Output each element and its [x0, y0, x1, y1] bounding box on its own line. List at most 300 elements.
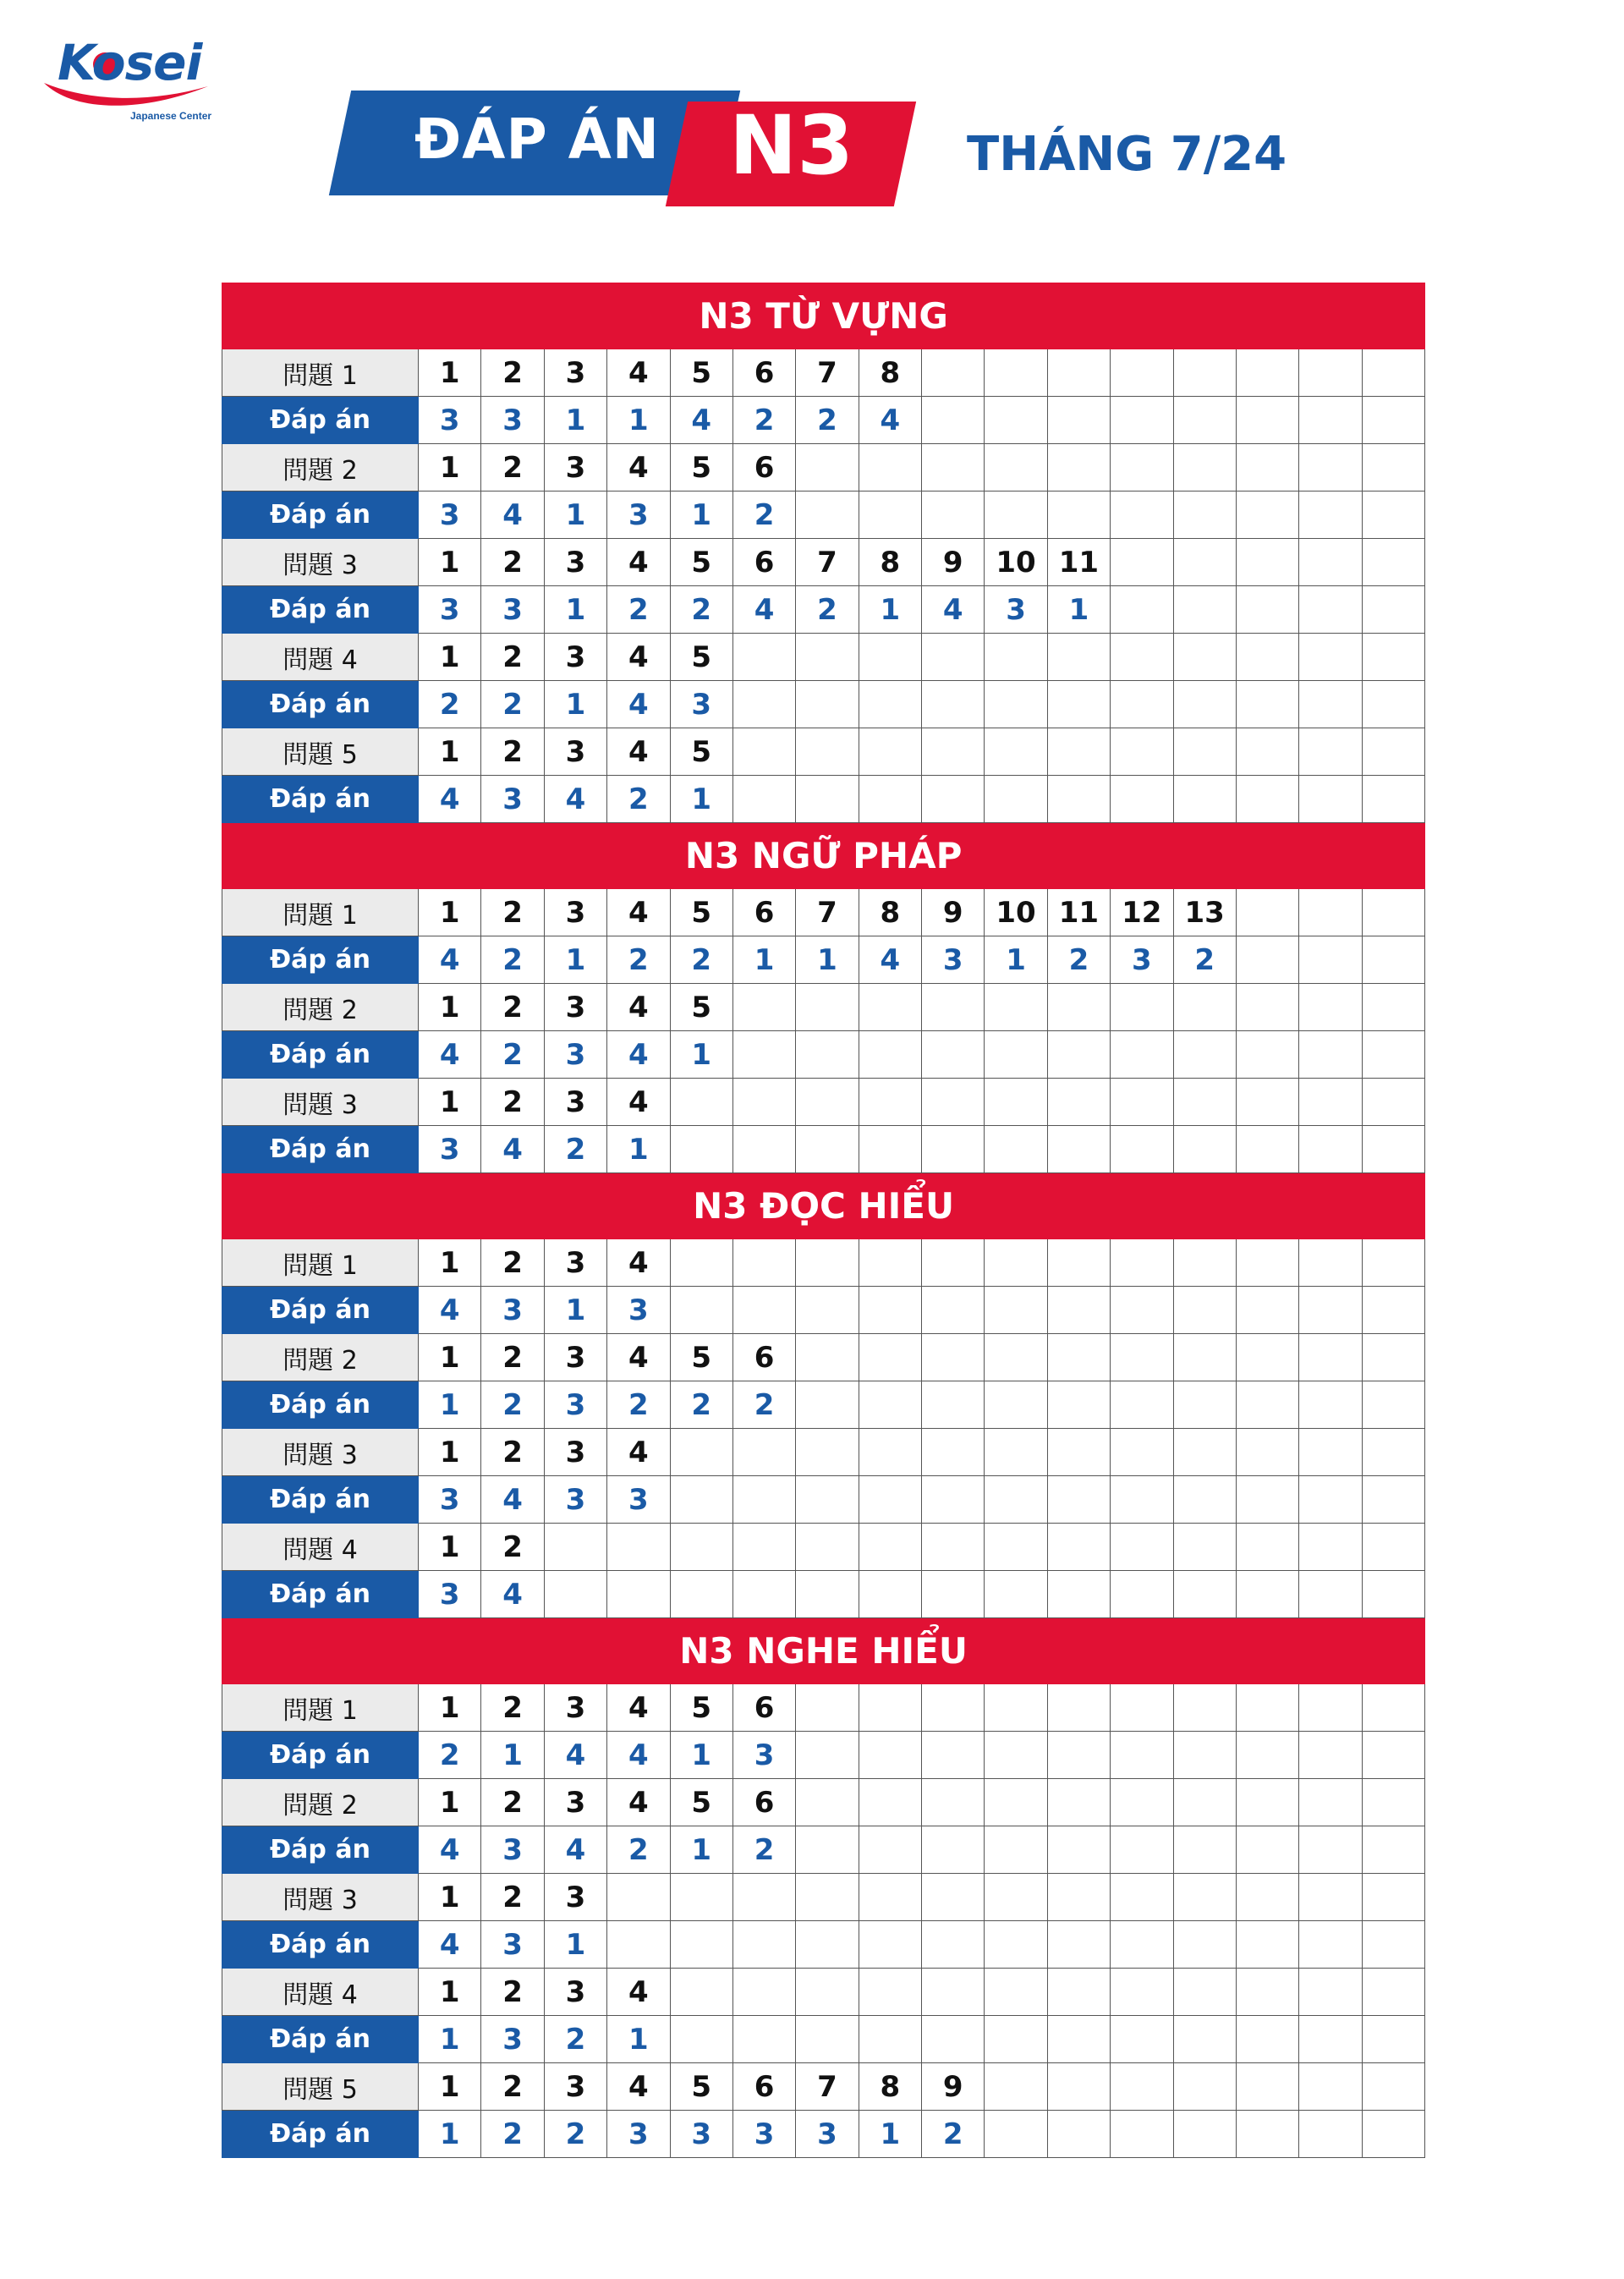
question-number	[1362, 444, 1425, 491]
question-number	[1362, 984, 1425, 1031]
question-number	[1236, 1429, 1298, 1476]
question-number	[859, 1874, 921, 1921]
question-number: 3	[544, 1334, 606, 1381]
question-number	[1236, 1684, 1298, 1732]
question-number	[1299, 1239, 1362, 1287]
question-number: 5	[670, 984, 732, 1031]
answer-value: 1	[544, 397, 606, 444]
answer-value	[1299, 1571, 1362, 1618]
answer-value	[670, 1571, 732, 1618]
answer-value	[1299, 1287, 1362, 1334]
question-number: 5	[670, 889, 732, 936]
question-row	[222, 728, 1425, 776]
answer-value	[1111, 1287, 1173, 1334]
question-number: 7	[796, 2063, 859, 2111]
question-number: 6	[732, 889, 795, 936]
answer-value: 4	[607, 1031, 670, 1079]
question-number	[859, 1429, 921, 1476]
answer-value	[859, 1476, 921, 1524]
answer-value	[1173, 1126, 1236, 1173]
answer-value: 2	[796, 397, 859, 444]
question-number: 3	[544, 889, 606, 936]
answer-value: 3	[544, 1381, 606, 1429]
answer-value	[922, 397, 985, 444]
answer-value	[1173, 681, 1236, 728]
answer-value	[796, 1031, 859, 1079]
question-number	[922, 1079, 985, 1126]
question-number	[670, 1429, 732, 1476]
question-number: 3	[544, 984, 606, 1031]
question-number	[1111, 634, 1173, 681]
question-row	[222, 1779, 1425, 1826]
question-number	[1236, 2063, 1298, 2111]
answer-value: 2	[607, 1381, 670, 1429]
section-title: N3 TỪ VỰNG	[222, 283, 1425, 349]
answer-value	[1173, 1571, 1236, 1618]
question-number: 2	[481, 1079, 544, 1126]
answer-value	[1236, 397, 1298, 444]
question-number	[796, 1779, 859, 1826]
answer-value	[1299, 1126, 1362, 1173]
answer-value	[1047, 1476, 1110, 1524]
answer-value	[922, 1126, 985, 1173]
question-number	[1173, 1684, 1236, 1732]
question-number: 4	[607, 1334, 670, 1381]
answer-value	[859, 1732, 921, 1779]
question-number	[985, 1079, 1047, 1126]
question-number: 9	[922, 539, 985, 586]
answer-value: 2	[1173, 936, 1236, 984]
question-number	[1111, 1779, 1173, 1826]
question-number: 1	[419, 1779, 481, 1826]
answer-value: 2	[419, 1732, 481, 1779]
question-number: 5	[670, 728, 732, 776]
answer-row	[222, 1126, 1425, 1173]
question-label: 問題 1	[222, 1684, 419, 1732]
answer-value: 1	[419, 2111, 481, 2158]
question-number: 5	[670, 634, 732, 681]
answer-value: 4	[922, 586, 985, 634]
answer-value: 3	[419, 491, 481, 539]
question-number: 5	[670, 2063, 732, 2111]
answer-table	[222, 283, 1425, 2158]
answer-row	[222, 1381, 1425, 1429]
question-number: 1	[419, 984, 481, 1031]
question-number	[859, 728, 921, 776]
answer-value	[1111, 1126, 1173, 1173]
question-number	[796, 1969, 859, 2016]
answer-value	[796, 1287, 859, 1334]
question-number: 2	[481, 1239, 544, 1287]
answer-value	[859, 1031, 921, 1079]
question-number	[1362, 728, 1425, 776]
question-number	[1236, 634, 1298, 681]
question-number: 1	[419, 1684, 481, 1732]
section-title: N3 NGHE HIỂU	[222, 1618, 1425, 1684]
question-number: 11	[1047, 889, 1110, 936]
answer-value: 3	[481, 1826, 544, 1874]
answer-value	[922, 1287, 985, 1334]
answer-value	[1362, 397, 1425, 444]
question-number	[1299, 1334, 1362, 1381]
answer-value: 4	[419, 1031, 481, 1079]
question-number: 1	[419, 539, 481, 586]
answer-value: 1	[670, 1031, 732, 1079]
question-number: 3	[544, 1429, 606, 1476]
answer-value	[1236, 681, 1298, 728]
question-number: 3	[544, 1239, 606, 1287]
question-number: 2	[481, 984, 544, 1031]
answer-value	[1362, 1126, 1425, 1173]
question-number	[796, 984, 859, 1031]
question-row	[222, 1524, 1425, 1571]
answer-value	[1236, 491, 1298, 539]
answer-value: 3	[481, 1921, 544, 1969]
question-number: 3	[544, 634, 606, 681]
question-number: 11	[1047, 539, 1110, 586]
question-number	[670, 1874, 732, 1921]
question-number: 2	[481, 349, 544, 397]
answer-label: Đáp án	[222, 491, 419, 539]
answer-value: 2	[481, 1381, 544, 1429]
question-number: 2	[481, 1779, 544, 1826]
answer-value	[1236, 586, 1298, 634]
question-number	[922, 1874, 985, 1921]
answer-value	[1173, 397, 1236, 444]
answer-value: 1	[544, 586, 606, 634]
answer-value	[1362, 1031, 1425, 1079]
answer-value: 3	[481, 1287, 544, 1334]
question-number: 1	[419, 728, 481, 776]
question-number	[1299, 1969, 1362, 2016]
question-row	[222, 1239, 1425, 1287]
answer-value	[1111, 1732, 1173, 1779]
answer-value: 4	[670, 397, 732, 444]
answer-value	[985, 1921, 1047, 1969]
answer-value	[859, 2016, 921, 2063]
answer-value: 1	[544, 681, 606, 728]
question-number: 3	[544, 1969, 606, 2016]
question-number	[607, 1524, 670, 1571]
answer-label: Đáp án	[222, 397, 419, 444]
question-number	[1047, 1429, 1110, 1476]
answer-value: 2	[607, 586, 670, 634]
question-number: 4	[607, 634, 670, 681]
question-number	[1299, 1524, 1362, 1571]
answer-value	[1236, 1031, 1298, 1079]
question-number	[1362, 634, 1425, 681]
question-number	[796, 1684, 859, 1732]
answer-value	[796, 1921, 859, 1969]
question-number	[1111, 1429, 1173, 1476]
question-number	[985, 984, 1047, 1031]
question-number: 3	[544, 539, 606, 586]
question-number	[922, 1334, 985, 1381]
question-number	[1047, 728, 1110, 776]
question-number: 10	[985, 539, 1047, 586]
question-row	[222, 1874, 1425, 1921]
question-number: 4	[607, 1429, 670, 1476]
question-number	[1362, 1684, 1425, 1732]
question-number: 1	[419, 349, 481, 397]
question-number	[732, 1079, 795, 1126]
answer-value	[732, 681, 795, 728]
question-number: 2	[481, 1969, 544, 2016]
answer-value	[1047, 1031, 1110, 1079]
answer-value	[1111, 1381, 1173, 1429]
question-number	[1236, 349, 1298, 397]
answer-value: 3	[544, 1031, 606, 1079]
answer-value: 3	[607, 491, 670, 539]
question-label: 問題 2	[222, 1334, 419, 1381]
question-number	[1173, 984, 1236, 1031]
question-number	[1111, 1969, 1173, 2016]
answer-value	[1111, 2111, 1173, 2158]
answer-value	[985, 491, 1047, 539]
question-number	[796, 1239, 859, 1287]
question-number	[796, 1079, 859, 1126]
answer-value: 1	[544, 1921, 606, 1969]
answer-value	[859, 1287, 921, 1334]
question-number	[922, 444, 985, 491]
question-row	[222, 984, 1425, 1031]
question-number	[922, 349, 985, 397]
level-title: N3	[729, 98, 854, 193]
question-number	[922, 1969, 985, 2016]
answer-value: 3	[481, 586, 544, 634]
question-number	[1047, 984, 1110, 1031]
question-number: 6	[732, 1334, 795, 1381]
question-number: 13	[1173, 889, 1236, 936]
question-number	[732, 728, 795, 776]
question-number	[1047, 2063, 1110, 2111]
question-number: 1	[419, 1874, 481, 1921]
question-number: 2	[481, 539, 544, 586]
answer-value	[796, 491, 859, 539]
answer-value: 4	[481, 1571, 544, 1618]
answer-value: 2	[481, 936, 544, 984]
answer-value	[985, 681, 1047, 728]
answer-value: 4	[544, 1732, 606, 1779]
answer-value	[1362, 1826, 1425, 1874]
question-number	[732, 1239, 795, 1287]
question-number: 3	[544, 1874, 606, 1921]
answer-value: 2	[670, 586, 732, 634]
question-number: 1	[419, 1334, 481, 1381]
answer-label: Đáp án	[222, 1732, 419, 1779]
answer-value: 3	[544, 1476, 606, 1524]
answer-value	[1236, 1921, 1298, 1969]
answer-value	[732, 1031, 795, 1079]
question-number: 5	[670, 539, 732, 586]
answer-value: 4	[419, 936, 481, 984]
answer-value: 1	[1047, 586, 1110, 634]
answer-row	[222, 936, 1425, 984]
question-number: 2	[481, 1334, 544, 1381]
answer-value	[922, 1826, 985, 1874]
question-number	[922, 1684, 985, 1732]
question-number: 1	[419, 1239, 481, 1287]
answer-value: 4	[419, 1921, 481, 1969]
answer-value: 3	[419, 1571, 481, 1618]
question-number: 1	[419, 634, 481, 681]
section-header	[222, 1618, 1425, 1684]
answer-value	[1299, 2016, 1362, 2063]
question-number: 4	[607, 889, 670, 936]
answer-value	[1047, 1571, 1110, 1618]
question-number	[544, 1524, 606, 1571]
question-number	[1236, 728, 1298, 776]
answer-value: 2	[922, 2111, 985, 2158]
question-number	[732, 984, 795, 1031]
answer-value: 1	[544, 491, 606, 539]
answer-value	[1362, 776, 1425, 823]
question-number	[1173, 1969, 1236, 2016]
answer-value	[1111, 1921, 1173, 1969]
question-number	[985, 728, 1047, 776]
answer-value: 4	[607, 681, 670, 728]
answer-value	[670, 1287, 732, 1334]
question-number	[1362, 1334, 1425, 1381]
question-number: 8	[859, 2063, 921, 2111]
question-number	[1111, 444, 1173, 491]
answer-value	[1173, 776, 1236, 823]
answer-label: Đáp án	[222, 2111, 419, 2158]
question-row	[222, 2063, 1425, 2111]
answer-value	[1047, 491, 1110, 539]
question-number	[1362, 889, 1425, 936]
question-number	[859, 1334, 921, 1381]
answer-value	[1111, 586, 1173, 634]
question-row	[222, 444, 1425, 491]
answer-value	[796, 1476, 859, 1524]
answer-value	[1299, 1381, 1362, 1429]
answer-value	[1111, 2016, 1173, 2063]
answer-value	[1236, 1732, 1298, 1779]
question-number	[859, 1239, 921, 1287]
answer-value: 1	[607, 2016, 670, 2063]
answer-value	[1299, 397, 1362, 444]
question-number	[1173, 728, 1236, 776]
question-label: 問題 4	[222, 1969, 419, 2016]
answer-value	[922, 1921, 985, 1969]
answer-label: Đáp án	[222, 1381, 419, 1429]
question-number	[732, 1524, 795, 1571]
question-number: 4	[607, 539, 670, 586]
question-number: 4	[607, 1684, 670, 1732]
question-number	[859, 1969, 921, 2016]
answer-value	[922, 1031, 985, 1079]
answer-value	[670, 1126, 732, 1173]
answer-value	[985, 776, 1047, 823]
answer-value	[922, 491, 985, 539]
answer-value	[796, 1126, 859, 1173]
answer-value	[1111, 1476, 1173, 1524]
answer-value: 4	[419, 1287, 481, 1334]
answer-row	[222, 1287, 1425, 1334]
answer-value	[1047, 1381, 1110, 1429]
answer-value	[859, 1921, 921, 1969]
question-number	[985, 1969, 1047, 2016]
answer-value	[796, 1732, 859, 1779]
question-number: 1	[419, 1969, 481, 2016]
question-number	[1173, 2063, 1236, 2111]
answer-value: 2	[670, 936, 732, 984]
answer-value	[1362, 1381, 1425, 1429]
question-number: 4	[607, 2063, 670, 2111]
question-number	[1362, 1524, 1425, 1571]
answer-value: 2	[732, 491, 795, 539]
answer-value	[1236, 1476, 1298, 1524]
question-number: 12	[1111, 889, 1173, 936]
question-number	[1362, 1874, 1425, 1921]
question-number	[1111, 1334, 1173, 1381]
answer-value: 4	[419, 776, 481, 823]
question-number	[985, 1779, 1047, 1826]
question-number: 5	[670, 1684, 732, 1732]
answer-value	[985, 1732, 1047, 1779]
question-number	[922, 984, 985, 1031]
answer-row	[222, 681, 1425, 728]
question-number	[1047, 1779, 1110, 1826]
question-number: 4	[607, 444, 670, 491]
answer-value	[1362, 681, 1425, 728]
question-row	[222, 634, 1425, 681]
answer-label: Đáp án	[222, 1826, 419, 1874]
answer-value	[1299, 1921, 1362, 1969]
answer-value: 1	[419, 2016, 481, 2063]
question-number	[1299, 984, 1362, 1031]
question-number: 3	[544, 349, 606, 397]
question-number	[985, 634, 1047, 681]
answer-value: 1	[859, 2111, 921, 2158]
question-number	[1111, 1079, 1173, 1126]
question-number	[796, 634, 859, 681]
question-number: 4	[607, 1969, 670, 2016]
question-number: 10	[985, 889, 1047, 936]
question-number: 6	[732, 349, 795, 397]
answer-value	[985, 1381, 1047, 1429]
answer-value	[1299, 936, 1362, 984]
answer-value	[796, 1571, 859, 1618]
answer-value: 1	[544, 1287, 606, 1334]
answer-label: Đáp án	[222, 1476, 419, 1524]
question-number	[1362, 1969, 1425, 2016]
question-number: 1	[419, 1524, 481, 1571]
question-number	[985, 1334, 1047, 1381]
answer-value: 3	[670, 2111, 732, 2158]
answer-value	[796, 2016, 859, 2063]
question-number	[1111, 2063, 1173, 2111]
answer-label: Đáp án	[222, 681, 419, 728]
question-label: 問題 3	[222, 1079, 419, 1126]
answer-value: 2	[607, 936, 670, 984]
question-label: 問題 5	[222, 2063, 419, 2111]
answer-value: 1	[670, 491, 732, 539]
question-number	[796, 1334, 859, 1381]
answer-value	[1362, 1287, 1425, 1334]
question-row	[222, 889, 1425, 936]
answer-value	[1047, 1126, 1110, 1173]
question-number	[1047, 1524, 1110, 1571]
answer-value: 2	[481, 1031, 544, 1079]
question-number	[922, 1524, 985, 1571]
question-number	[985, 1524, 1047, 1571]
question-number	[1299, 349, 1362, 397]
answer-value: 1	[670, 1732, 732, 1779]
answer-value: 2	[670, 1381, 732, 1429]
question-number	[1173, 349, 1236, 397]
